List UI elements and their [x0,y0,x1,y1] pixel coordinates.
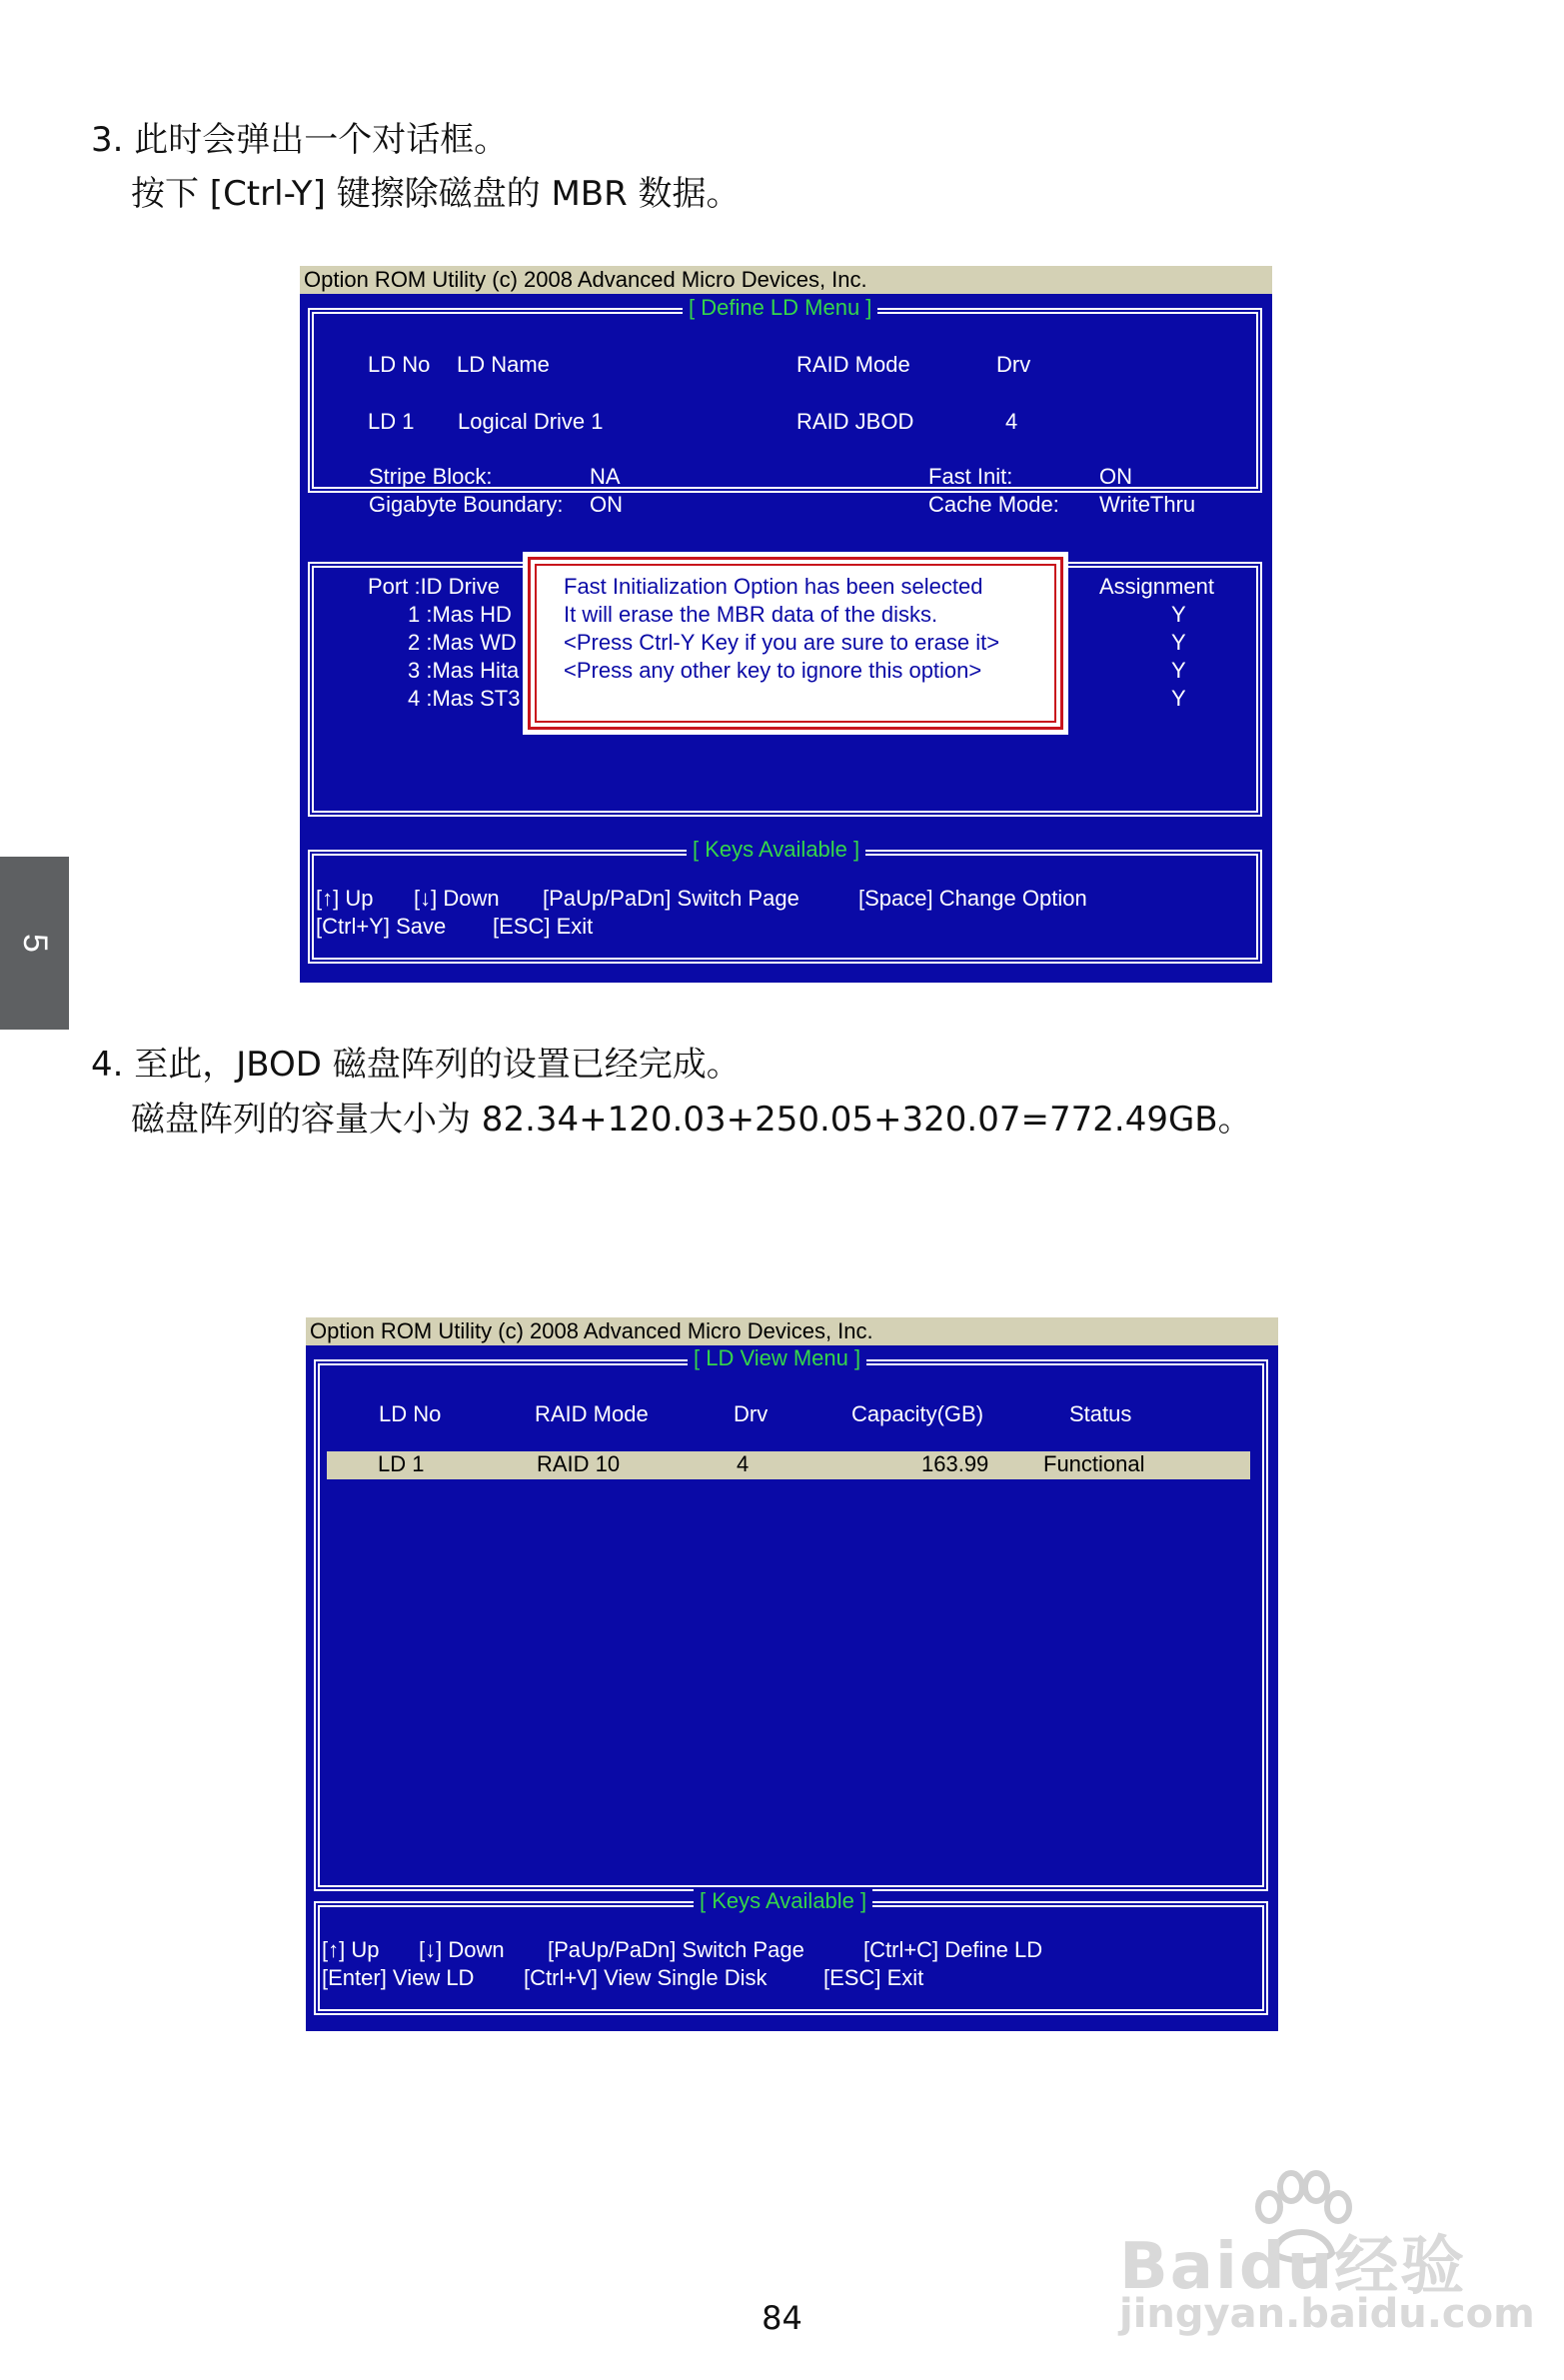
dialog-line: <Press Ctrl-Y Key if you are sure to erase it> [564,630,1000,655]
header-ld-no: LD No [379,1401,442,1426]
define-ld-menu-title: [ Define LD Menu ] [683,295,877,321]
ld-view-frame [314,1359,1268,1891]
fast-init-dialog [523,552,1068,735]
drive-row-port[interactable]: 2 :Mas WD [408,630,517,655]
drive-row-port[interactable]: 4 :Mas ST3 [408,686,521,711]
cache-mode-label: Cache Mode: [928,492,1059,517]
drive-list-header: Port :ID Drive [368,574,501,599]
key-up-hint: [↑] Up [322,1937,380,1962]
raid-mode-cell: RAID 10 [537,1451,621,1476]
ld-view-menu-title: [ LD View Menu ] [688,1345,866,1371]
dialog-line: Fast Initialization Option has been selected [564,574,983,599]
bios-screen-define-ld [300,266,1272,983]
ld-name-cell[interactable]: Logical Drive 1 [458,409,604,434]
ld-number-cell: LD 1 [378,1451,425,1476]
header-capacity: Capacity(GB) [851,1401,984,1426]
keys-available-title: [ Keys Available ] [694,1888,872,1914]
bios-title-bar: Option ROM Utility (c) 2008 Advanced Micro Devices, Inc. [300,266,1272,294]
key-up-hint: [↑] Up [316,886,374,911]
capacity-cell: 163.99 [921,1451,989,1476]
header-ld-name: LD Name [457,352,550,377]
key-view-ld-hint: [Enter] View LD [322,1965,475,1990]
drive-row-port[interactable]: 1 :Mas HD [408,602,512,627]
stripe-block-value[interactable]: NA [590,464,621,489]
key-view-single-disk-hint: [Ctrl+V] View Single Disk [524,1965,768,1990]
header-drv: Drv [734,1401,769,1426]
key-down-hint: [↓] Down [414,886,500,911]
key-switch-page-hint: [PaUp/PaDn] Switch Page [543,886,799,911]
stripe-block-label: Stripe Block: [369,464,493,489]
key-exit-hint: [ESC] Exit [823,1965,924,1990]
key-define-ld-hint: [Ctrl+C] Define LD [863,1937,1043,1962]
gigabyte-boundary-value[interactable]: ON [590,492,623,517]
chapter-number: 5 [16,934,54,953]
status-cell: Functional [1043,1451,1145,1476]
dialog-line: <Press any other key to ignore this option> [564,658,982,683]
watermark-url: jingyan.baidu.com [1119,2291,1535,2337]
gigabyte-boundary-label: Gigabyte Boundary: [369,492,564,517]
header-raid-mode: RAID Mode [796,352,910,377]
drv-cell: 4 [737,1451,750,1476]
keys-available-title: [ Keys Available ] [687,837,865,863]
raid-mode-cell[interactable]: RAID JBOD [796,409,914,434]
drive-row-port[interactable]: 3 :Mas Hita [408,658,520,683]
assignment-header: Assignment [1099,574,1214,599]
header-raid-mode: RAID Mode [535,1401,649,1426]
key-save-hint: [Ctrl+Y] Save [316,914,447,939]
ld-row-highlight[interactable] [327,1451,1250,1479]
drive-row-assign[interactable]: Y [1171,686,1186,711]
dialog-line: It will erase the MBR data of the disks. [564,602,938,627]
header-drv: Drv [996,352,1031,377]
key-switch-page-hint: [PaUp/PaDn] Switch Page [548,1937,804,1962]
page-number: 84 [762,2299,802,2337]
bios-screen-ld-view [306,1317,1278,2031]
header-status: Status [1069,1401,1132,1426]
key-exit-hint: [ESC] Exit [493,914,594,939]
drive-row-assign[interactable]: Y [1171,602,1186,627]
fast-init-value[interactable]: ON [1099,464,1132,489]
cache-mode-value[interactable]: WriteThru [1099,492,1196,517]
watermark-brand: Baidu经验 [1119,2230,1467,2304]
drive-row-assign[interactable]: Y [1171,658,1186,683]
ld-number-cell[interactable]: LD 1 [368,409,415,434]
step3-instruction: 按下 [Ctrl-Y] 键擦除磁盘的 MBR 数据。 [131,174,741,214]
fast-init-label: Fast Init: [928,464,1013,489]
bios-title-bar: Option ROM Utility (c) 2008 Advanced Micro Devices, Inc. [306,1317,1278,1345]
header-ld-no: LD No [368,352,431,377]
drv-cell: 4 [1005,409,1018,434]
step4-heading: 4. 至此，JBOD 磁盘阵列的设置已经完成。 [91,1045,741,1085]
step4-capacity: 磁盘阵列的容量大小为 82.34+120.03+250.05+320.07=772.49GB。 [131,1100,1252,1140]
drive-row-assign[interactable]: Y [1171,630,1186,655]
step3-heading: 3. 此时会弹出一个对话框。 [91,120,509,160]
key-down-hint: [↓] Down [419,1937,505,1962]
key-change-option-hint: [Space] Change Option [858,886,1087,911]
chapter-tab [0,857,69,1030]
